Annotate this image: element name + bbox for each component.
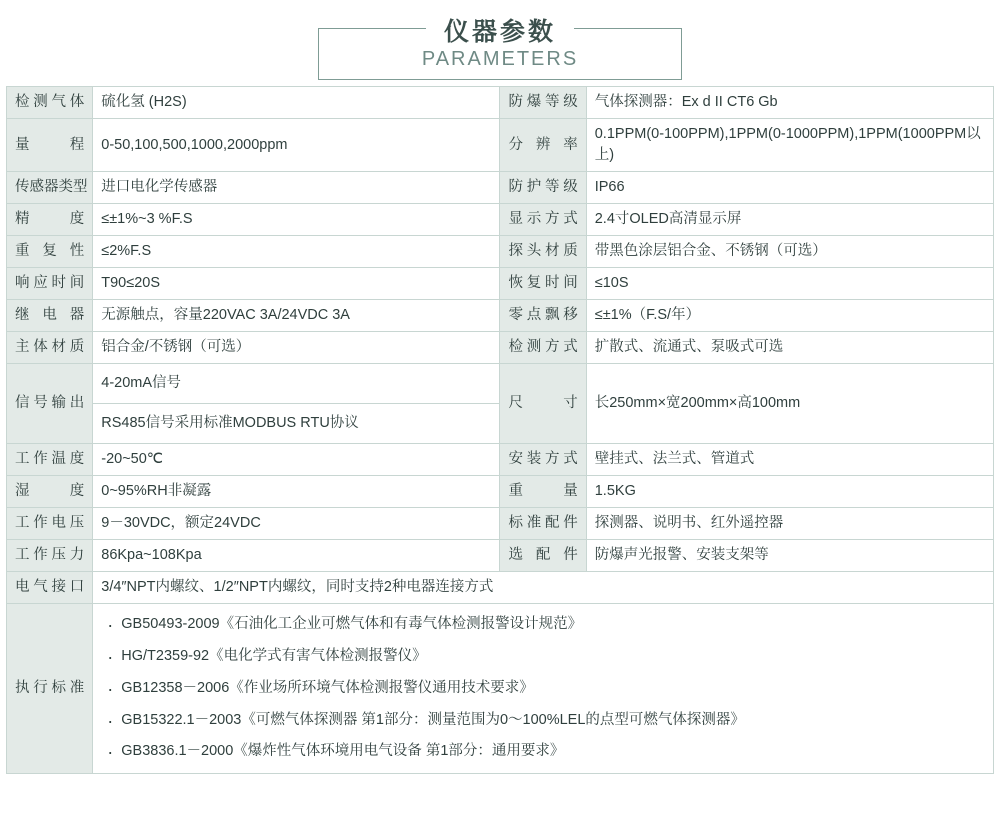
- row-label: 选 配 件: [500, 540, 586, 572]
- row-label: 标准配件: [500, 508, 586, 540]
- page-title-area: [0, 0, 1000, 86]
- row-label: 检测方式: [500, 332, 586, 364]
- list-item: · GB3836.1－2000《爆炸性气体环境用电气设备 第1部分：通用要求》: [101, 736, 985, 768]
- signal-output-line-2: RS485信号采用标准MODBUS RTU协议: [101, 415, 359, 432]
- row-label: 信号输出: [7, 364, 93, 444]
- row-value: 0~95%RH非凝露: [93, 476, 500, 508]
- row-value: 86Kpa~108Kpa: [93, 540, 500, 572]
- row-label: 重 量: [500, 476, 586, 508]
- row-label: 精 度: [7, 204, 93, 236]
- row-label: 传感器类型: [7, 172, 93, 204]
- row-value: 壁挂式、法兰式、管道式: [586, 444, 993, 476]
- row-label: 尺 寸: [500, 364, 586, 444]
- table-row: [7, 172, 994, 204]
- row-value: 长250mm×宽200mm×高100mm: [586, 364, 993, 444]
- row-value: 0-50,100,500,1000,2000ppm: [93, 119, 500, 172]
- table-row: [7, 236, 994, 268]
- row-value: 扩散式、流通式、泵吸式可选: [586, 332, 993, 364]
- row-value: 防爆声光报警、安装支架等: [586, 540, 993, 572]
- row-label: 检测气体: [7, 87, 93, 119]
- row-label: 重 复 性: [7, 236, 93, 268]
- row-value: 3/4″NPT内螺纹、1/2″NPT内螺纹，同时支持2种电器连接方式: [93, 572, 994, 604]
- list-item: · GB15322.1－2003《可燃气体探测器 第1部分：测量范围为0～100%LEL的点型可燃气体探测器》: [101, 705, 985, 737]
- table-row: [7, 508, 994, 540]
- row-value: ≤10S: [586, 268, 993, 300]
- table-row-signal-output: [7, 364, 994, 444]
- table-row: [7, 204, 994, 236]
- row-label: 显示方式: [500, 204, 586, 236]
- row-value: 1.5KG: [586, 476, 993, 508]
- table-row: [7, 332, 994, 364]
- row-value: 气体探测器：Ex d II CT6 Gb: [586, 87, 993, 119]
- row-label: 安装方式: [500, 444, 586, 476]
- row-label: 防爆等级: [500, 87, 586, 119]
- page-title-en: PARAMETERS: [421, 48, 579, 70]
- row-value: 0.1PPM(0-100PPM),1PPM(0-1000PPM),1PPM(1000PPM以上): [586, 119, 993, 172]
- list-item: · GB12358－2006《作业场所环境气体检测报警仪通用技术要求》: [101, 673, 985, 705]
- row-label: 量 程: [7, 119, 93, 172]
- row-value: ≤±1%~3 %F.S: [93, 204, 500, 236]
- table-row: [7, 87, 994, 119]
- row-value-signal-output: [93, 364, 500, 444]
- row-value: 带黑色涂层铝合金、不锈钢（可选）: [586, 236, 993, 268]
- table-row-standards: [7, 604, 994, 774]
- row-label: 防护等级: [500, 172, 586, 204]
- row-value: T90≤20S: [93, 268, 500, 300]
- row-label: 湿 度: [7, 476, 93, 508]
- row-label: 恢复时间: [500, 268, 586, 300]
- row-value: 铝合金/不锈钢（可选）: [93, 332, 500, 364]
- row-value: 9－30VDC，额定24VDC: [93, 508, 500, 540]
- row-label: 继电器: [7, 300, 93, 332]
- row-label: 电气接口: [7, 572, 93, 604]
- signal-output-line-1: 4-20mA信号: [93, 364, 499, 404]
- table-row: [7, 300, 994, 332]
- row-label: 工作压力: [7, 540, 93, 572]
- standards-list-cell: [93, 604, 994, 774]
- row-label: 主体材质: [7, 332, 93, 364]
- page-title-cn: 仪器参数: [426, 12, 574, 48]
- row-label: 分辨率: [500, 119, 586, 172]
- row-label: 零点飘移: [500, 300, 586, 332]
- table-row: [7, 444, 994, 476]
- row-value: 硫化氢 (H2S): [93, 87, 500, 119]
- specifications-table: [6, 86, 994, 774]
- row-value: 无源触点，容量220VAC 3A/24VDC 3A: [93, 300, 500, 332]
- row-value: 探测器、说明书、红外遥控器: [586, 508, 993, 540]
- row-label: 响应时间: [7, 268, 93, 300]
- table-row: [7, 540, 994, 572]
- row-value: 进口电化学传感器: [93, 172, 500, 204]
- row-label: 探头材质: [500, 236, 586, 268]
- table-row: [7, 476, 994, 508]
- row-value: 2.4寸OLED高清显示屏: [586, 204, 993, 236]
- standards-list: [101, 609, 985, 768]
- list-item: · GB50493-2009《石油化工企业可燃气体和有毒气体检测报警设计规范》: [101, 609, 985, 641]
- row-label: 工作电压: [7, 508, 93, 540]
- row-value: IP66: [586, 172, 993, 204]
- table-row: [7, 268, 994, 300]
- row-value: ≤2%F.S: [93, 236, 500, 268]
- row-value: -20~50℃: [93, 444, 500, 476]
- table-row-electrical-interface: [7, 572, 994, 604]
- list-item: · HG/T2359-92《电化学式有害气体检测报警仪》: [101, 641, 985, 673]
- row-label: 执行标准: [7, 604, 93, 774]
- table-row: [7, 119, 994, 172]
- row-label: 工作温度: [7, 444, 93, 476]
- row-value: ≤±1%（F.S/年）: [586, 300, 993, 332]
